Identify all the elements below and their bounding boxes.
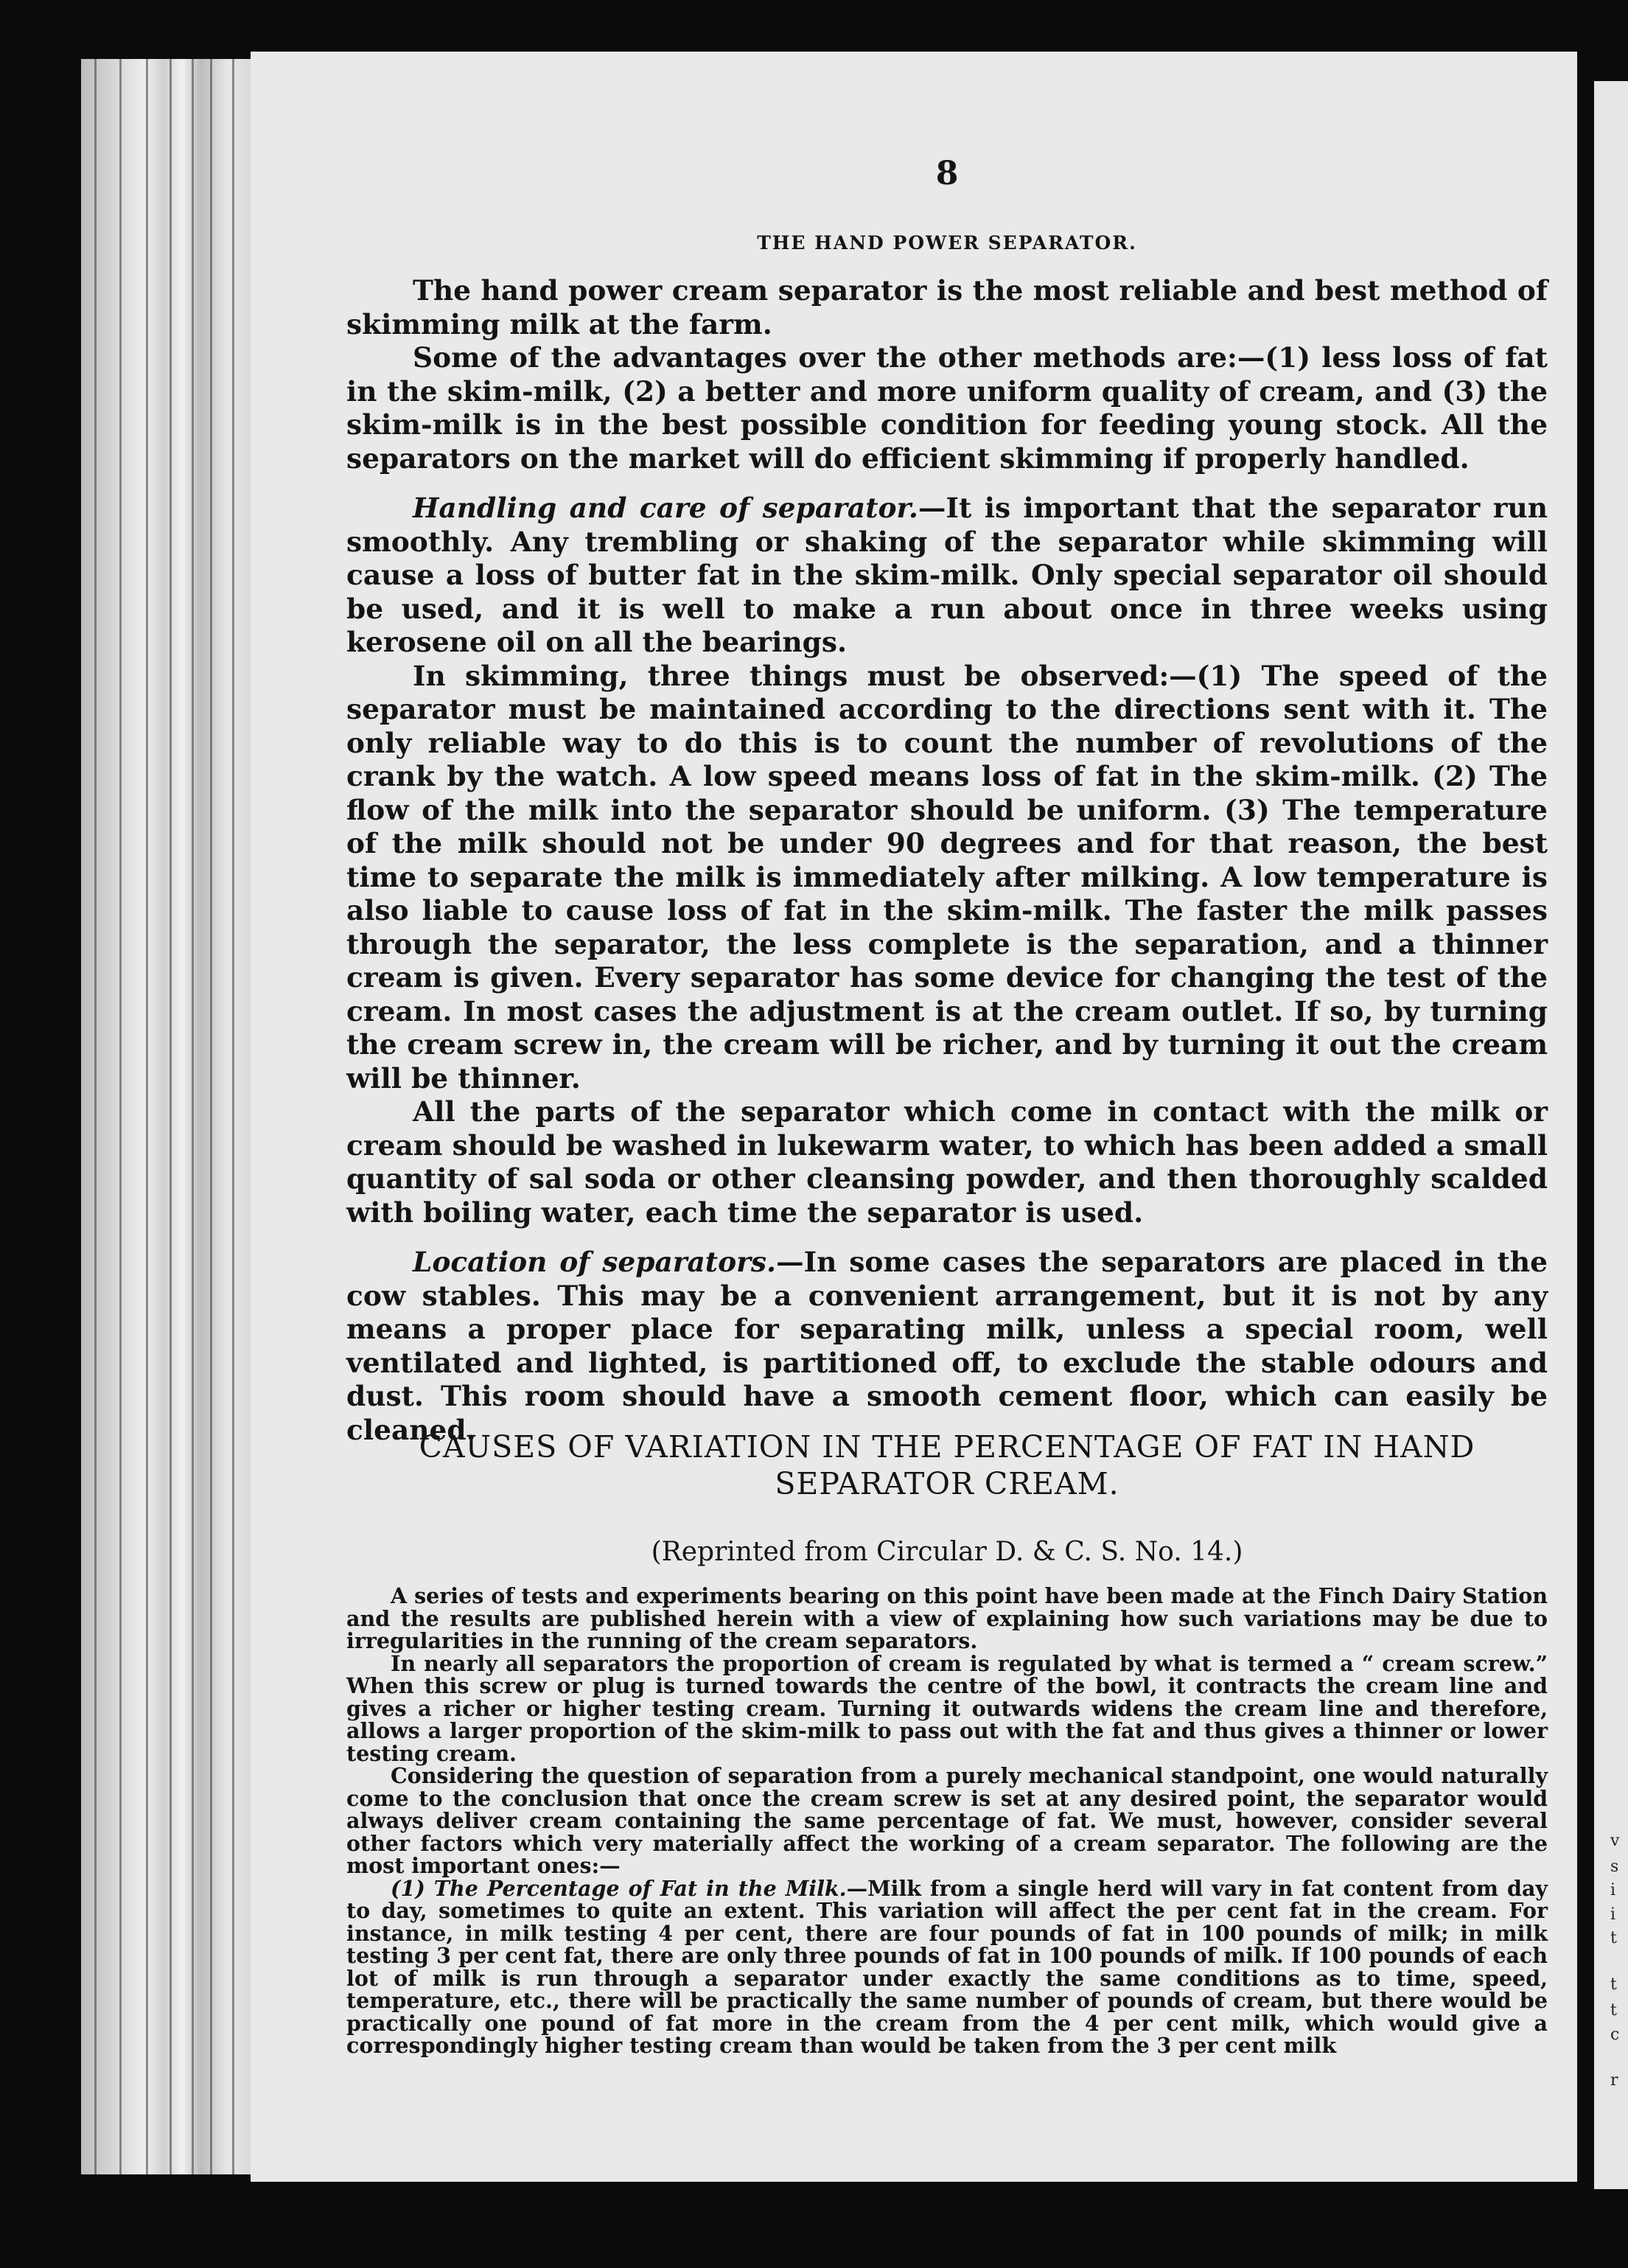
margin-letter: c — [1610, 2026, 1620, 2044]
paragraph: Handling and care of separator.—It is important that the separator run smoothly. Any trembling or shaking of the separator while skimming will cause a loss of butter fat in the skim-milk. Only special separator oil should be used, and it is well to make a run about once in three weeks using kerosene oil on all the bearings. — [346, 492, 1548, 658]
article-heading: CAUSES OF VARIATION IN THE PERCENTAGE OF FAT IN HAND SEPARATOR CREAM. — [419, 1429, 1475, 1501]
paragraph: In skimming, three things must be observed:—(1) The speed of the separator must be maintained according to the directions sent with it. The only reliable way to do this is to count the number of revolutions of the crank by the watch. A low speed means loss of fat in the skim-milk. (2) The flow of the milk into the separator should be uniform. (3) The temperature of the milk should not be under 90 degrees and for that reason, the best time to separate the milk is immediately after milking. A low temperature is also liable to cause loss of fat in the skim-milk. The faster the milk passes through the separator, the less complete is the separation, and a thinner cream is given. Every separator has some device for changing the test of the cream. In most cases the adjustment is at the cream outlet. If so, by turning the cream screw in, the cream will be richer, and by turning it out the cream will be thinner. — [346, 659, 1548, 1095]
paragraph: The hand power cream separator is the most reliable and best method of skimming milk at the farm. — [346, 274, 1548, 341]
margin-letter: v — [1610, 1832, 1620, 1850]
facing-page-edge — [1594, 81, 1628, 2189]
section-title: THE HAND POWER SEPARATOR. — [757, 232, 1137, 254]
italic-lead: Handling and care of separator. — [413, 492, 918, 524]
stacked-page-edges — [81, 59, 265, 2174]
margin-letter: i — [1610, 1905, 1616, 1924]
page-number: 8 — [935, 155, 959, 192]
paragraph: (1) The Percentage of Fat in the Milk.—Milk from a single herd will vary in fat content from day to day, sometimes to quite an extent. This variation will affect the per cent fat in the cream. For instance, in milk testing 4 per cent, there are four pounds of fat in 100 pounds of milk; in milk testing 3 per cent fat, there are only three pounds of fat in 100 pounds of milk. If 100 pounds of each lot of milk is run through a separator under exactly the same conditions as to time, speed, temperature, etc., there will be practically the same number of pounds of cream, but there would be practically one pound of fat more in the cream from the 4 per cent milk, which would give a correspondingly higher testing cream than would be taken from the 3 per cent milk — [346, 1875, 1548, 2058]
italic-lead: Location of separators. — [413, 1246, 777, 1278]
paragraph: A series of tests and experiments bearing on this point have been made at the Finch Dairy Station and the results are published herein with a view of explaining how such variations may be due to irregularities in the running of the cream separators. — [346, 1583, 1548, 1653]
paragraph: Some of the advantages over the other methods are:—(1) less loss of fat in the skim-milk, (2) a better and more uniform quality of cream, and (3) the skim-milk is in the best possible condition for feeding young stock. All the separators on the market will do efficient skimming if properly handled. — [346, 341, 1548, 475]
reprint-note: (Reprinted from Circular D. & C. S. No. 14.) — [651, 1537, 1243, 1567]
paragraph: Considering the question of separation from a purely mechanical standpoint, one would naturally come to the conclusion that once the cream screw is set at any desired point, the separator would always deliver cream containing the same percentage of fat. We must, however, consider several other factors which very materially affect the working of a cream separator. The following are the most important ones:— — [346, 1763, 1548, 1878]
italic-lead: (1) The Percentage of Fat in the Milk. — [391, 1875, 847, 1901]
text-column — [346, 0, 1548, 2268]
paragraph: In nearly all separators the proportion of cream is regulated by what is termed a “ cream screw.” When this screw or plug is turned towards the centre of the bowl, it contracts the cream line and gives a richer or higher testing cream. Turning it outwards widens the cream line and therefore, allows a larger proportion of the skim-milk to pass out with the fat and thus gives a thinner or lower testing cream. — [346, 1650, 1548, 1766]
margin-letter: i — [1610, 1881, 1616, 1899]
article-body — [346, 1585, 1548, 2057]
separator-body — [346, 274, 1548, 1447]
margin-letter: t — [1610, 2001, 1617, 2020]
margin-letter: t — [1610, 1929, 1617, 1947]
paragraph: All the parts of the separator which come in contact with the milk or cream should be washed in lukewarm water, to which has been added a small quantity of sal soda or other cleansing powder, and then thoroughly scalded with boiling water, each time the separator is used. — [346, 1095, 1548, 1229]
paragraph: Location of separators.—In some cases the separators are placed in the cow stables. This may be a convenient arrangement, but it is not by any means a proper place for separating milk, unless a special room, well ventilated and lighted, is partitioned off, to exclude the stable odours and dust. This room should have a smooth cement floor, which can easily be cleaned. — [346, 1246, 1548, 1446]
margin-letter: r — [1610, 2071, 1618, 2090]
margin-letter: s — [1610, 1857, 1619, 1876]
margin-letter: t — [1610, 1975, 1617, 1994]
